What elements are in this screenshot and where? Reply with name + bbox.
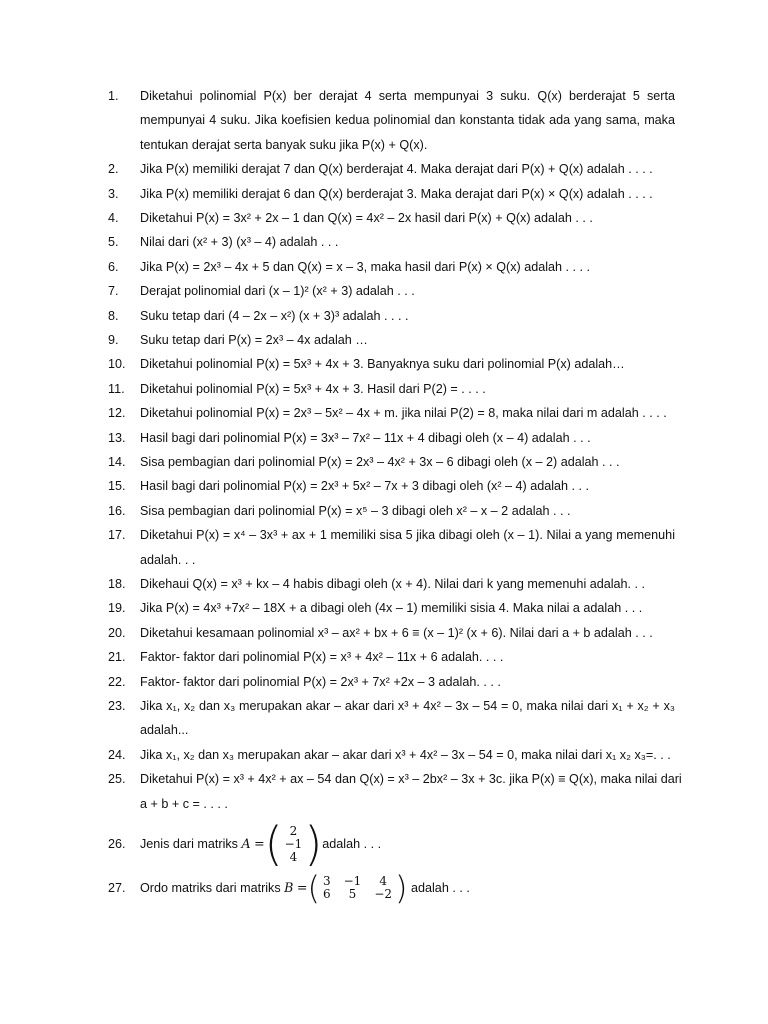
- left-paren: (: [264, 817, 283, 871]
- matrix-entry: 4: [379, 874, 387, 888]
- question-number: 8.: [108, 308, 119, 323]
- question-text: [140, 257, 675, 281]
- question-line: adalah...: [140, 723, 189, 738]
- question-line: a + b + c = . . . .: [140, 796, 228, 811]
- question-line: Jika P(x) memiliki derajat 6 dan Q(x) berderajat 3. Maka derajat dari P(x) × Q(x) adalah . . . .: [140, 186, 653, 201]
- question-text: [140, 869, 675, 907]
- matrix-entry: 2: [289, 823, 298, 838]
- question-line: tentukan derajat serta banyak suku jika P(x) + Q(x).: [140, 137, 428, 152]
- question-text: [140, 672, 675, 696]
- question-line: Derajat polinomial dari (x – 1)² (x² + 3) adalah . . .: [140, 284, 415, 299]
- question-text: [140, 184, 675, 208]
- question-text: [140, 745, 675, 769]
- matrix-grid: [320, 875, 395, 901]
- matrix-entry: 5: [348, 887, 357, 901]
- question-line: Suku tetap dari P(x) = 2x³ – 4x adalah …: [140, 333, 368, 347]
- question-number: 24.: [108, 747, 126, 762]
- question-line: Jika P(x) = 2x³ – 4x + 5 dan Q(x) = x – 3, maka hasil dari P(x) × Q(x) adalah . . . .: [140, 259, 591, 274]
- question-line: Sisa pembagian dari polinomial P(x) = x⁵ – 3 dibagi oleh x² – x – 2 adalah . . .: [140, 503, 571, 518]
- question-number: 14.: [108, 455, 126, 469]
- question-text: [140, 769, 682, 818]
- question-number: 20.: [108, 625, 126, 640]
- question-number: 25.: [108, 772, 126, 787]
- question-number: 27.: [108, 881, 126, 895]
- right-paren: ): [395, 869, 408, 907]
- question-text: [140, 208, 675, 232]
- question-line: Suku tetap dari (4 – 2x – x²) (x + 3)³ adalah . . . .: [140, 308, 409, 323]
- question-line: Diketahui kesamaan polinomial x³ – ax² + bx + 6 ≡ (x – 1)² (x + 6). Nilai dari a + b adalah . . .: [140, 625, 653, 640]
- question-text: [140, 428, 675, 452]
- matrix-2x3: [307, 869, 408, 907]
- question-suffix: adalah . . .: [322, 837, 382, 851]
- question-suffix: adalah . . .: [411, 881, 470, 895]
- question-text: [140, 525, 675, 574]
- question-text: [140, 232, 675, 256]
- question-line: Sisa pembagian dari polinomial P(x) = 2x³ – 4x² + 3x – 6 dibagi oleh (x – 2) adalah . . .: [140, 455, 620, 469]
- question-line: Diketahui P(x) = x³ + 4x² + ax – 54 dan Q(x) = x³ – 2bx² – 3x + 3c. jika P(x) ≡ Q(x), maka nilai dari: [140, 772, 682, 787]
- question-line: Diketahui P(x) = x⁴ – 3x³ + ax + 1 memiliki sisa 5 jika dibagi oleh (x – 1). Nilai a yang memenuhi: [140, 528, 675, 543]
- question-line: Diketahui polinomial P(x) = 2x³ – 5x² – 4x + m. jika nilai P(2) = 8, maka nilai dari m adalah . . . .: [140, 406, 667, 421]
- question-number: 19.: [108, 601, 126, 616]
- right-paren: ): [304, 817, 323, 871]
- question-line: Jika x₁, x₂ dan x₃ merupakan akar – akar dari x³ + 4x² – 3x – 54 = 0, maka nilai dari x₁ x₂ x₃=. . .: [140, 747, 671, 762]
- question-number: 26.: [108, 837, 126, 851]
- question-number: 4.: [108, 211, 119, 225]
- question-number: 22.: [108, 674, 126, 689]
- question-number: 15.: [108, 479, 126, 494]
- question-line: Nilai dari (x² + 3) (x³ – 4) adalah . . .: [140, 235, 339, 250]
- matrix-entry: 3: [322, 874, 331, 888]
- question-line: Jika P(x) memiliki derajat 7 dan Q(x) berderajat 4. Maka derajat dari P(x) + Q(x) adalah . . . .: [140, 162, 653, 177]
- question-text: [140, 501, 675, 525]
- question-number: 13.: [108, 430, 126, 445]
- question-item: [0, 817, 768, 871]
- question-line: Diketahui P(x) = 3x² + 2x – 1 dan Q(x) = 4x² – 2x hasil dari P(x) + Q(x) adalah . . .: [140, 211, 593, 225]
- left-paren: (: [307, 869, 320, 907]
- question-text: [140, 452, 675, 476]
- question-number: 12.: [108, 406, 126, 421]
- question-line: Diketahui polinomial P(x) = 5x³ + 4x + 3. Banyaknya suku dari polinomial P(x) adalah…: [140, 357, 625, 372]
- question-number: 6.: [108, 259, 119, 274]
- question-line: Hasil bagi dari polinomial P(x) = 2x³ + 5x² – 7x + 3 dibagi oleh (x² – 4) adalah . . .: [140, 479, 590, 494]
- question-text: [140, 623, 675, 647]
- question-line: Diketahui polinomial P(x) ber derajat 4 serta mempunyai 3 suku. Q(x) berderajat 5 serta: [140, 89, 675, 103]
- matrix-column: [283, 825, 305, 864]
- question-text: [140, 403, 675, 427]
- matrix-variable: B: [284, 880, 294, 895]
- question-number: 16.: [108, 503, 126, 518]
- question-number: 18.: [108, 577, 126, 591]
- question-prefix: Jenis dari matriks: [140, 837, 238, 851]
- question-text: [140, 476, 675, 500]
- question-text: [140, 379, 675, 403]
- question-line: Faktor- faktor dari polinomial P(x) = 2x³ + 7x² +2x – 3 adalah. . . .: [140, 674, 501, 689]
- matrix-entry: 6: [322, 887, 331, 901]
- question-number: 10.: [108, 357, 126, 372]
- question-line: Hasil bagi dari polinomial P(x) = 3x³ – 7x² – 11x + 4 dibagi oleh (x – 4) adalah . . .: [140, 430, 591, 445]
- question-item: [0, 869, 768, 907]
- question-text: [140, 306, 675, 330]
- question-number: 1.: [108, 89, 119, 103]
- question-number: 17.: [108, 528, 126, 543]
- question-number: 5.: [108, 235, 119, 250]
- question-number: 23.: [108, 699, 126, 713]
- question-text: [140, 281, 675, 305]
- question-number: 21.: [108, 650, 126, 665]
- question-line: Faktor- faktor dari polinomial P(x) = x³ + 4x² – 11x + 6 adalah. . . .: [140, 650, 504, 665]
- question-text: [140, 598, 675, 622]
- question-text: [140, 159, 675, 183]
- question-line: mempunyai 4 suku. Jika koefisien kedua polinomial dan konstanta tidak ada yang sama, maka: [140, 113, 675, 128]
- question-text: [140, 647, 675, 671]
- question-line: Diketahui polinomial P(x) = 5x³ + 4x + 3. Hasil dari P(2) = . . . .: [140, 381, 486, 396]
- matrix-variable: A: [241, 836, 251, 851]
- equals-sign: =: [254, 836, 265, 851]
- question-number: 9.: [108, 333, 119, 347]
- question-line: Jika P(x) = 4x³ +7x² – 18X + a dibagi oleh (4x – 1) memiliki sisia 4. Maka nilai a adalah . . .: [140, 601, 643, 616]
- question-text: [140, 696, 675, 745]
- question-number: 11.: [108, 381, 125, 396]
- question-text: [140, 817, 675, 871]
- question-number: 7.: [108, 284, 119, 299]
- question-text: [140, 354, 675, 378]
- matrix-entry: −2: [374, 887, 393, 901]
- matrix-entry: 4: [289, 849, 298, 864]
- question-text: [140, 86, 675, 159]
- question-line: adalah. . .: [140, 552, 196, 567]
- equals-sign: =: [296, 880, 308, 895]
- column-matrix: [264, 817, 323, 871]
- question-line: Jika x₁, x₂ dan x₃ merupakan akar – akar dari x³ + 4x² – 3x – 54 = 0, maka nilai dari x₁ + x₂ + x₃: [140, 699, 675, 713]
- matrix-entry: −1: [284, 836, 303, 851]
- question-number: 2.: [108, 162, 119, 177]
- question-line: Dikehaui Q(x) = x³ + kx – 4 habis dibagi oleh (x + 4). Nilai dari k yang memenuhi adalah. . .: [140, 577, 646, 591]
- matrix-entry: −1: [343, 874, 362, 888]
- question-prefix: Ordo matriks dari matriks: [140, 881, 281, 895]
- question-text: [140, 574, 675, 598]
- question-number: 3.: [108, 186, 119, 201]
- question-text: [140, 330, 675, 354]
